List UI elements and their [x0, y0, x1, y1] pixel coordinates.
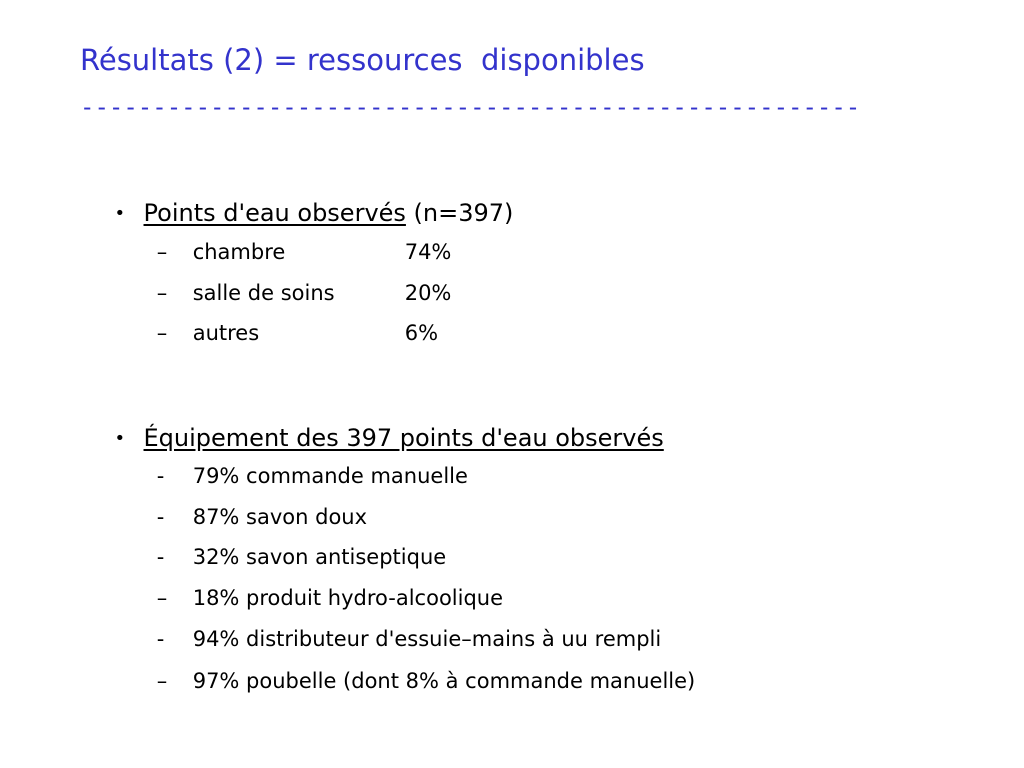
item-value: 74% [404, 240, 452, 264]
item-text: 94% distributeur d'essuie–mains à uu rempli [192, 627, 662, 651]
title-rule: ------------------------------------------------------ [80, 93, 861, 121]
heading-underlined-text: Équipement des 397 points d'eau observés [143, 424, 664, 452]
heading-underlined-text: Points d'eau observés [143, 199, 406, 227]
item-label: chambre [192, 240, 286, 264]
item-text: 79% commande manuelle [192, 464, 468, 488]
dash-marker: - [156, 464, 165, 488]
dash-marker: – [156, 321, 168, 345]
item-label: autres [192, 321, 260, 345]
dash-marker: - [156, 505, 165, 529]
item-text: 18% produit hydro-alcoolique [192, 586, 504, 610]
item-text: 32% savon antiseptique [192, 545, 447, 569]
dash-marker: – [156, 240, 168, 264]
item-value: 6% [404, 321, 439, 345]
slide-title: Résultats (2) = ressources disponibles [80, 43, 645, 77]
item-text: 97% poubelle (dont 8% à commande manuelle) [192, 669, 696, 693]
dash-marker: - [156, 627, 165, 651]
item-label: salle de soins [192, 281, 335, 305]
bullet-dot: • [114, 428, 126, 449]
dash-marker: – [156, 281, 168, 305]
item-text: 87% savon doux [192, 505, 368, 529]
heading-count: (n=397) [405, 199, 514, 227]
dash-marker: – [156, 669, 168, 693]
dash-marker: – [156, 586, 168, 610]
list-item [130, 291, 438, 375]
list-item [130, 639, 695, 723]
item-value: 20% [404, 281, 452, 305]
bullet-dot: • [114, 203, 126, 224]
dash-marker: - [156, 545, 165, 569]
